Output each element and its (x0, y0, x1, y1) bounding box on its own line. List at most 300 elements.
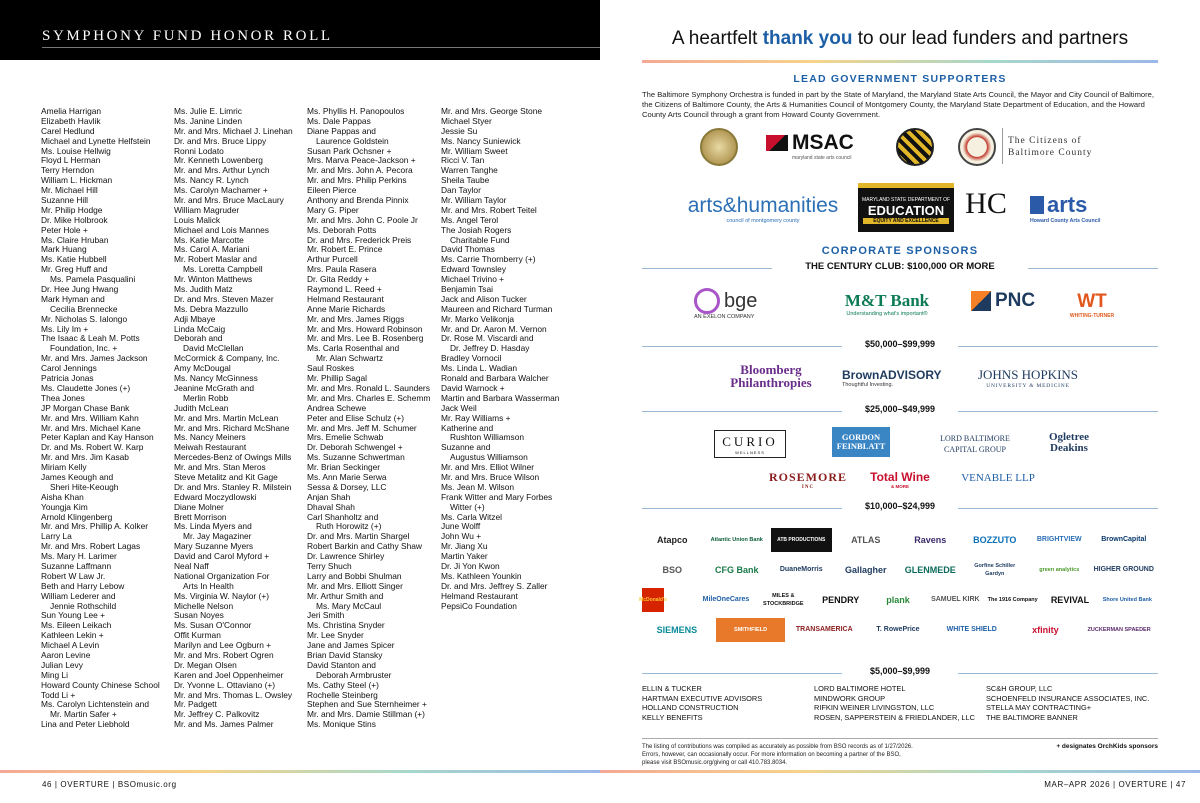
wt-sub: WHITING-TURNER (1069, 313, 1115, 319)
donor-name: Mr. and Mrs. James Jackson (41, 353, 148, 364)
donor-name: Ms. Nancy Meiners (174, 432, 246, 443)
donor-name: PepsiCo Foundation (441, 600, 517, 611)
donor-column-2 (174, 107, 309, 730)
donor-name: Ms. Katie Marcotte (174, 234, 244, 245)
hoco-arts-text: arts (1047, 192, 1088, 217)
donor-name: Ms. Cathy Steel (+) (307, 679, 379, 690)
donor-name: Warren Tanghe (441, 165, 498, 176)
citizens-logo (1008, 134, 1118, 160)
donor-name: Mr. Phillip Sagal (307, 373, 368, 384)
donor-name: The Isaac & Leah M. Potts (41, 333, 140, 344)
donor-name: Jennie Rothschild (50, 600, 117, 611)
donor-name: Mr. and Mrs. Damie Stillman (+) (307, 709, 425, 720)
donor-name: Saul Roskes (307, 363, 355, 374)
tier-25 (642, 404, 1158, 418)
msde-logo (858, 183, 954, 232)
sponsor-logo-mcdonald-s: McDonald's (642, 588, 664, 612)
arts-humanities-text: arts&humanities (687, 194, 839, 217)
citizens-line-2: Baltimore County (1008, 148, 1093, 158)
donor-name: Mr. and Mrs. Michael J. Linehan (174, 125, 293, 136)
bge-icon (694, 288, 720, 314)
tier-5-column-1 (642, 684, 762, 722)
donor-name: Mr. and Mrs. Michael Kane (41, 422, 141, 433)
donor-name: Mary Suzanne Myers (174, 541, 254, 552)
donor-name: Ms. Suzanne Schwertman (307, 452, 405, 463)
donor-name: Edward Moczydlowski (174, 491, 257, 502)
donor-name: Peter and Elise Schulz (+) (307, 412, 405, 423)
donor-name: James Keough and (41, 471, 114, 482)
donor-name: Jessie Su (441, 125, 478, 136)
donor-name: Mr. Arthur Smith and (307, 590, 384, 601)
donor-name: David and Carol Myford + (174, 551, 270, 562)
sponsor-name: ROSEN, SAPPERSTEIN & FRIEDLANDER, LLC (814, 712, 975, 722)
sponsor-logo-white-shield: WHITE SHIELD (946, 626, 997, 633)
donor-name: Mr. and Ms. James Palmer (174, 719, 274, 730)
corp-heading: CORPORATE SPONSORS (821, 245, 979, 257)
donor-name: Mr. and Mrs. Arthur Lynch (174, 165, 270, 176)
donor-name: Raymond L. Reed + (307, 284, 382, 295)
donor-name: Miriam Kelly (41, 462, 87, 473)
donor-name: Sheila Taube (441, 175, 490, 186)
totalwine-sub: & MORE (891, 483, 909, 489)
donor-name: Ricci V. Tan (441, 155, 485, 166)
sponsor-logo-xfinity: xfinity (1032, 625, 1059, 635)
donor-name: Michael Trivino + (441, 274, 505, 285)
ogletree-logo (1036, 430, 1102, 456)
donor-name: Laurence Goldstein (316, 135, 389, 146)
donor-name: Ms. Mary H. Larimer (41, 551, 117, 562)
sponsor-logo-shore-united-bank: Shore United Bank (1102, 597, 1152, 603)
brown-advisory-logo (842, 366, 952, 390)
totalwine-text: Total Wine (870, 469, 930, 484)
donor-name: Mr. and Mrs. Bruce MacLaury (174, 195, 284, 206)
donor-name: William Magruder (174, 204, 240, 215)
donor-name: Mrs. Marva Peace-Jackson + (307, 155, 416, 166)
sponsor-logo-bozzuto: BOZZUTO (973, 535, 1017, 545)
donor-name: Judith McLean (174, 402, 229, 413)
donor-name: Mr. and Mrs. Stan Meros (174, 462, 266, 473)
donor-name: William Lederer and (41, 590, 116, 601)
donor-name: Howard County Chinese School (41, 679, 160, 690)
donor-name: Suzanne Laffmann (41, 560, 112, 571)
donor-name: Ms. Judith Matz (174, 284, 233, 295)
donor-name: Robert W Law Jr. (41, 570, 106, 581)
donor-name: Mr. Robert Maslar and (174, 254, 257, 265)
honor-roll-title: SYMPHONY FUND HONOR ROLL (42, 28, 333, 44)
century-club-tier (642, 261, 1158, 275)
gordon-feinblatt-logo (832, 427, 890, 457)
donor-name: Terry Herndon (41, 165, 95, 176)
donor-name: Dr. and Mrs. Frederick Preis (307, 234, 412, 245)
donor-name: Jeanine McGrath and (174, 382, 255, 393)
donor-name: Dan Taylor (441, 185, 481, 196)
donor-name: Peter Kaplan and Kay Hanson (41, 432, 154, 443)
sponsor-name: KELLY BENEFITS (642, 712, 703, 722)
tier-5 (642, 666, 1158, 680)
msac-logo (766, 131, 878, 161)
hc-logo: HC (965, 187, 1007, 220)
donor-name: Ms. Loretta Campbell (183, 264, 263, 275)
donor-name: Aaron Levine (41, 649, 91, 660)
donor-name: Linda McCaig (174, 323, 226, 334)
sponsor-logo-brightview: BRIGHTVIEW (1036, 536, 1082, 543)
arts-humanities-sub: council of montgomery county (726, 218, 800, 224)
donor-name: Mrs. Paula Rasera (307, 264, 377, 275)
donor-name: John Wu + (441, 531, 482, 542)
donor-name: Mr. Marko Velikonja (441, 313, 515, 324)
donor-name: Ms. Mary McCaul (316, 600, 382, 611)
donor-name: Ms. Deborah Potts (307, 224, 377, 235)
donor-name: Mr. Martin Safer + (50, 709, 117, 720)
donor-name: Ms. Christina Snyder (307, 620, 385, 631)
thanks-bold: thank you (762, 28, 853, 49)
donor-name: Mr. and Mrs. Robert Lagas (41, 541, 141, 552)
donor-name: Dr. Yvonne L. Ottaviano (+) (174, 679, 276, 690)
sponsor-logo-gallagher: Gallagher (844, 565, 887, 575)
donor-name: Mr. William Sweet (441, 145, 508, 156)
sponsor-logo-atlas: ATLAS (851, 535, 881, 545)
donor-name: Ms. Claudette Jones (+) (41, 382, 131, 393)
footer-strip-right (600, 770, 1200, 773)
donor-name: Dr. Gita Reddy + (307, 274, 370, 285)
msac-sub: maryland state arts council (792, 155, 852, 161)
bge-text: bge (724, 289, 758, 312)
donor-name: Ms. Phyllis H. Panopoulos (307, 106, 405, 116)
donor-name: Ms. Carla Witzel (441, 511, 502, 522)
donor-name: Benjamin Tsai (441, 284, 493, 295)
sponsor-logo-atb-productions: ATB PRODUCTIONS (771, 528, 832, 552)
sponsor-logo-transamerica: TRANSAMERICA (795, 626, 853, 633)
donor-name: National Organization For (174, 570, 270, 581)
donor-name: Ronald and Barbara Walcher (441, 373, 549, 384)
pnc-text: PNC (994, 290, 1036, 311)
donor-name: Michael Styer (441, 115, 492, 126)
donor-name: Mr. and Mrs. Philip Perkins (307, 175, 407, 186)
sponsor-logo-smithfield: SMITHFIELD (716, 618, 786, 642)
donor-name: Diane Pappas and (307, 125, 376, 136)
donor-name: Youngja Kim (41, 501, 88, 512)
pnc-logo (962, 288, 1044, 314)
donor-name: Ms. Carol A. Mariani (174, 244, 250, 255)
donor-name: Mr. and Mrs. Elliott Singer (307, 580, 403, 591)
maryland-flag-icon (766, 135, 788, 151)
whiting-turner-logo (1062, 288, 1122, 322)
donor-name: Dr. Hee Jung Hwang (41, 284, 119, 295)
donor-name: Mr. and Mrs. Charles E. Schemm (307, 392, 431, 403)
donor-name: Mr. and Mrs. Richard McShane (174, 422, 290, 433)
donor-name: Ms. Carolyn Lichtenstein and (41, 699, 149, 710)
donor-name: Dr. and Mrs. Bruce Lippy (174, 135, 267, 146)
donor-name: Meiwah Restaurant (174, 442, 247, 453)
donor-name: The Josiah Rogers (441, 224, 512, 235)
sponsor-logo-plank: plank (886, 595, 910, 605)
donor-name: Cecilia Brennecke (50, 303, 118, 314)
donor-name: Terry Shuch (307, 560, 352, 571)
donor-name: Carl Shanholtz and (307, 511, 379, 522)
sponsor-logo-ravens: Ravens (914, 535, 947, 545)
donor-name: Dr. Ji Yon Kwon (441, 560, 500, 571)
donor-name: Ms. Nancy R. Lynch (174, 175, 249, 186)
note-line-1: The listing of contributions was compiled as accurately as possible from BSO records as of 1/27/2026. (642, 744, 913, 750)
lb-line-2: CAPITAL GROUP (944, 445, 1006, 454)
donor-name: Robert Barkin and Cathy Shaw (307, 541, 422, 552)
sponsor-logo-miles-stockbridge: MILES & STOCKBRIDGE (763, 593, 804, 607)
donor-name: Carol Jennings (41, 363, 97, 374)
tier-5-column-3 (986, 684, 1149, 722)
donor-name: Ms. Nancy Suniewick (441, 135, 521, 146)
donor-name: Beth and Harry Lebow (41, 580, 125, 591)
thanks-heading (600, 28, 1200, 50)
thanks-post: to our lead funders and partners (852, 28, 1129, 49)
donor-name: Ms. Jean M. Wilson (441, 481, 515, 492)
donor-name: Anne Marie Richards (307, 303, 386, 314)
brown-text: BrownADVISORY (842, 368, 942, 382)
left-footer: 46 | OVERTURE | BSOmusic.org (42, 780, 177, 789)
accuracy-note (642, 743, 942, 767)
donor-name: Mr. Jeffrey C. Palkovitz (174, 709, 260, 720)
msde-line-1: MARYLAND STATE DEPARTMENT OF (861, 196, 951, 203)
hoco-arts-logo (1030, 190, 1122, 226)
donor-name: Dr. and Mrs. Martin Shargel (307, 531, 410, 542)
mt-text: M&T Bank (844, 291, 930, 310)
donor-name: Mary G. Piper (307, 204, 359, 215)
sponsor-logo-cfg-bank: CFG Bank (714, 565, 759, 575)
bloomberg-line-2: Philanthropies (730, 375, 812, 390)
donor-name: Amelia Harrigan (41, 106, 102, 116)
donor-name: Augustus Williamson (450, 452, 528, 463)
donor-name: Helmand Restaurant (441, 590, 518, 601)
donor-name: Katherine and (441, 422, 494, 433)
donor-name: Adji Mbaye (174, 313, 216, 324)
sponsor-logo-bso: BSO (662, 565, 682, 575)
donor-name: Patricia Jonas (41, 373, 94, 384)
donor-name: Eileen Pierce (307, 185, 357, 196)
donor-name: Mr. William Taylor (441, 195, 507, 206)
donor-name: Jane and James Spicer (307, 640, 395, 651)
donor-name: Mr. and Mrs. Elliot Wilner (441, 462, 535, 473)
rosemore-logo (766, 468, 850, 492)
donor-name: Anthony and Brenda Pinnix (307, 195, 409, 206)
sponsor-logo-revival: REVIVAL (1050, 595, 1090, 605)
note-rule (642, 738, 1158, 739)
sponsor-name: STELLA MAY CONTRACTING+ (986, 703, 1092, 713)
msde-line-3: EQUITY AND EXCELLENCE (863, 218, 949, 224)
donor-name: Mr. Winton Matthews (174, 274, 253, 285)
curio-logo (714, 430, 786, 458)
ogletree-line-1: Ogletree (1048, 431, 1090, 443)
donor-name: Mr. and Mrs. George Stone (441, 106, 543, 116)
donor-name: Mr. and Mrs. Lee B. Rosenberg (307, 333, 424, 344)
donor-name: Dr. Megan Olsen (174, 659, 237, 670)
sponsor-name: RIFKIN WEINER LIVINGSTON, LLC (814, 703, 935, 713)
donor-name: Mr. Jay Magaziner (183, 531, 252, 542)
right-footer: MAR–APR 2026 | OVERTURE | 47 (1044, 780, 1186, 789)
donor-name: Thea Jones (41, 392, 85, 403)
venable-logo: VENABLE LLP (961, 472, 1035, 484)
donor-name: Michael A Levin (41, 640, 100, 651)
orchkids-note: + designates OrchKids sponsors (1056, 743, 1158, 750)
donor-name: Mr. Lee Snyder (307, 630, 364, 641)
donor-name: Ms. Debra Mazzullo (174, 303, 249, 314)
donor-name: Jack and Alison Tucker (441, 293, 527, 304)
donor-name: Steve Metalitz and Kit Gage (174, 471, 278, 482)
donor-name: Mr. and Mrs. Robert Ogren (174, 649, 274, 660)
sponsor-name: MINDWORK GROUP (814, 693, 886, 703)
donor-name: Ms. Linda L. Wadian (441, 363, 518, 374)
donor-name: Ms. Claire Hruban (41, 234, 109, 245)
mt-bank-logo (832, 288, 942, 320)
donor-name: Sheri Hite-Keough (50, 481, 119, 492)
donor-name: Suzanne Hill (41, 195, 89, 206)
donor-name: Foundation, Inc. + (50, 343, 118, 354)
donor-name: Todd Li + (41, 689, 76, 700)
pnc-icon (971, 291, 991, 311)
tier-25-label: $25,000–$49,999 (859, 404, 941, 414)
donor-column-3 (307, 107, 442, 730)
gov-heading: LEAD GOVERNMENT SUPPORTERS (793, 73, 1007, 85)
tier-5-column-2 (814, 684, 975, 722)
donor-name: Ms. Angel Terol (441, 214, 499, 225)
donor-name: David Stanton and (307, 659, 376, 670)
donor-name: David Thomas (441, 244, 495, 255)
sponsor-logo-mileonecares: MileOneCares (702, 596, 750, 603)
donor-name: Ms. Ann Marie Serwa (307, 471, 387, 482)
donor-column-1 (41, 107, 176, 730)
donor-name: Susan Noyes (174, 610, 224, 621)
bloomberg-line-1: Bloomberg (740, 362, 802, 377)
donor-name: Offit Kurman (174, 630, 221, 641)
donor-name: Ms. Eileen Leikach (41, 620, 112, 631)
donor-name: Mr. and Mrs. Howard Robinson (307, 323, 423, 334)
sponsor-name: SCHOENFELD INSURANCE ASSOCIATES, INC. (986, 693, 1150, 703)
sponsor-logo-zuckerman-spaeder: ZUCKERMAN SPAEDER (1087, 627, 1151, 633)
donor-name: Amy McDougal (174, 363, 231, 374)
donor-name: Michael and Lois Mannes (174, 224, 269, 235)
arts-humanities-logo (688, 192, 838, 226)
donor-name: Julian Levy (41, 659, 83, 670)
donor-name: Ms. Louise Hellwig (41, 145, 111, 156)
donor-name: Mr. Nicholas S. Ialongo (41, 313, 128, 324)
donor-name: Ms. Carolyn Machamer + (174, 185, 268, 196)
sponsor-name: HARTMAN EXECUTIVE ADVISORS (642, 693, 763, 703)
sponsor-name: LORD BALTIMORE HOTEL (814, 684, 906, 693)
donor-name: Carel Hedlund (41, 125, 95, 136)
donor-name: Mr. Alan Schwartz (316, 353, 384, 364)
donor-name: Mr. and Mrs. John C. Poole Jr (307, 214, 418, 225)
sponsor-name: HOLLAND CONSTRUCTION (642, 703, 739, 713)
sponsor-logo-the-1916-company: The 1916 Company (987, 597, 1038, 603)
donor-name: Mr. and Dr. Aaron M. Vernon (441, 323, 547, 334)
donor-name: Anjan Shah (307, 491, 351, 502)
donor-name: Louis Malick (174, 214, 221, 225)
wt-text: WT (1077, 291, 1107, 312)
sponsor-logo-green-analytics: green analytics (1039, 567, 1080, 573)
thanks-pre: A heartfelt (671, 28, 763, 49)
donor-name: Mr. and Mrs. Martin McLean (174, 412, 279, 423)
donor-name: Deborah and (174, 333, 223, 344)
century-club-label: THE CENTURY CLUB: $100,000 OR MORE (799, 261, 1001, 272)
donor-name: Martin and Barbara Wasserman (441, 392, 560, 403)
donor-name: Michelle Nelson (174, 600, 234, 611)
donor-name: Mr. and Mrs. Thomas L. Owsley (174, 689, 293, 700)
sponsor-name: ELLIN & TUCKER (642, 684, 702, 693)
donor-name: Diane Molner (174, 501, 224, 512)
sponsor-logo-glenmede: GLENMEDE (904, 565, 956, 575)
donor-name: Mr. and Mrs. Bruce Wilson (441, 471, 540, 482)
donor-name: Mr. Robert E. Prince (307, 244, 383, 255)
donor-name: Dr. Lawrence Shirley (307, 551, 385, 562)
bge-sub: AN EXELON COMPANY (694, 314, 755, 320)
donor-name: Mercedes-Benz of Owings Mills (174, 452, 292, 463)
donor-name: Mr. and Mrs. James Riggs (307, 313, 405, 324)
sponsor-logo-samuel-kirk: SAMUEL KIRK (931, 596, 980, 603)
donor-name: Ms. Carrie Thornberry (+) (441, 254, 536, 265)
donor-name: Ms. Monique Stins (307, 719, 376, 730)
donor-name: Ruth Horowitz (+) (316, 521, 382, 532)
baltimore-city-seal-icon (896, 128, 934, 166)
donor-name: Andrea Schewe (307, 402, 367, 413)
ogletree-line-2: Deakins (1050, 442, 1088, 454)
total-wine-logo (864, 468, 936, 490)
sponsor-logo-duanemorris: DuaneMorris (779, 566, 823, 573)
bloomberg-logo (718, 360, 824, 392)
donor-name: Bradley Vornocil (441, 353, 502, 364)
donor-name: Mr. and Mrs. Phillip A. Kolker (41, 521, 149, 532)
donor-name: Ming Li (41, 669, 68, 680)
donor-name: Arthur Purcell (307, 254, 358, 265)
donor-name: Ms. Janine Linden (174, 115, 242, 126)
donor-name: Rochelle Steinberg (307, 689, 378, 700)
donor-name: William L. Hickman (41, 175, 113, 186)
donor-name: Edward Townsley (441, 264, 507, 275)
msac-text: MSAC (792, 131, 854, 154)
donor-name: Mr. and Mrs. John A. Pecora (307, 165, 413, 176)
donor-name: JP Morgan Chase Bank (41, 402, 130, 413)
mt-sub: Understanding what's important® (846, 311, 928, 317)
donor-name: Arnold Klingenberg (41, 511, 113, 522)
donor-name: June Wolff (441, 521, 481, 532)
tier-50 (642, 339, 1158, 353)
gordon-line-1: GORDON (841, 432, 881, 442)
citizens-divider (1002, 128, 1003, 164)
donor-name: Ms. Dale Pappas (307, 115, 371, 126)
donor-name: Dhaval Shah (307, 501, 355, 512)
donor-name: Susan Park Ochsner + (307, 145, 392, 156)
tier-50-label: $50,000–$99,999 (859, 339, 941, 349)
donor-name: Neal Naff (174, 560, 209, 571)
donor-name: Mr. and Mrs. Robert Teitel (441, 204, 537, 215)
donor-name: Ms. Linda Myers and (174, 521, 252, 532)
donor-name: Sun Young Lee + (41, 610, 106, 621)
donor-name: David McClellan (183, 343, 244, 354)
donor-name: Suzanne and (441, 442, 491, 453)
jh-line-2: UNIVERSITY & MEDICINE (986, 383, 1070, 389)
donor-name: Rushton Williamson (450, 432, 525, 443)
donor-name: Ms. Lily Im + (41, 323, 89, 334)
donor-name: Dr. Rose M. Viscardi and (441, 333, 534, 344)
donor-name: Jack Weil (441, 402, 477, 413)
donor-name: Frank Witter and Mary Forbes (441, 491, 553, 502)
tier-10-label: $10,000–$24,999 (859, 501, 941, 511)
donor-name: Witter (+) (450, 501, 485, 512)
hoco-icon (1030, 196, 1044, 214)
donor-name: Marilyn and Lee Ogburn + (174, 640, 272, 651)
footer-strip-left (0, 770, 600, 773)
donor-name: Charitable Fund (450, 234, 510, 245)
donor-name: Ms. Virginia W. Naylor (+) (174, 590, 270, 601)
donor-name: Deborah Armbruster (316, 669, 392, 680)
donor-name: Mark Hyman and (41, 293, 105, 304)
